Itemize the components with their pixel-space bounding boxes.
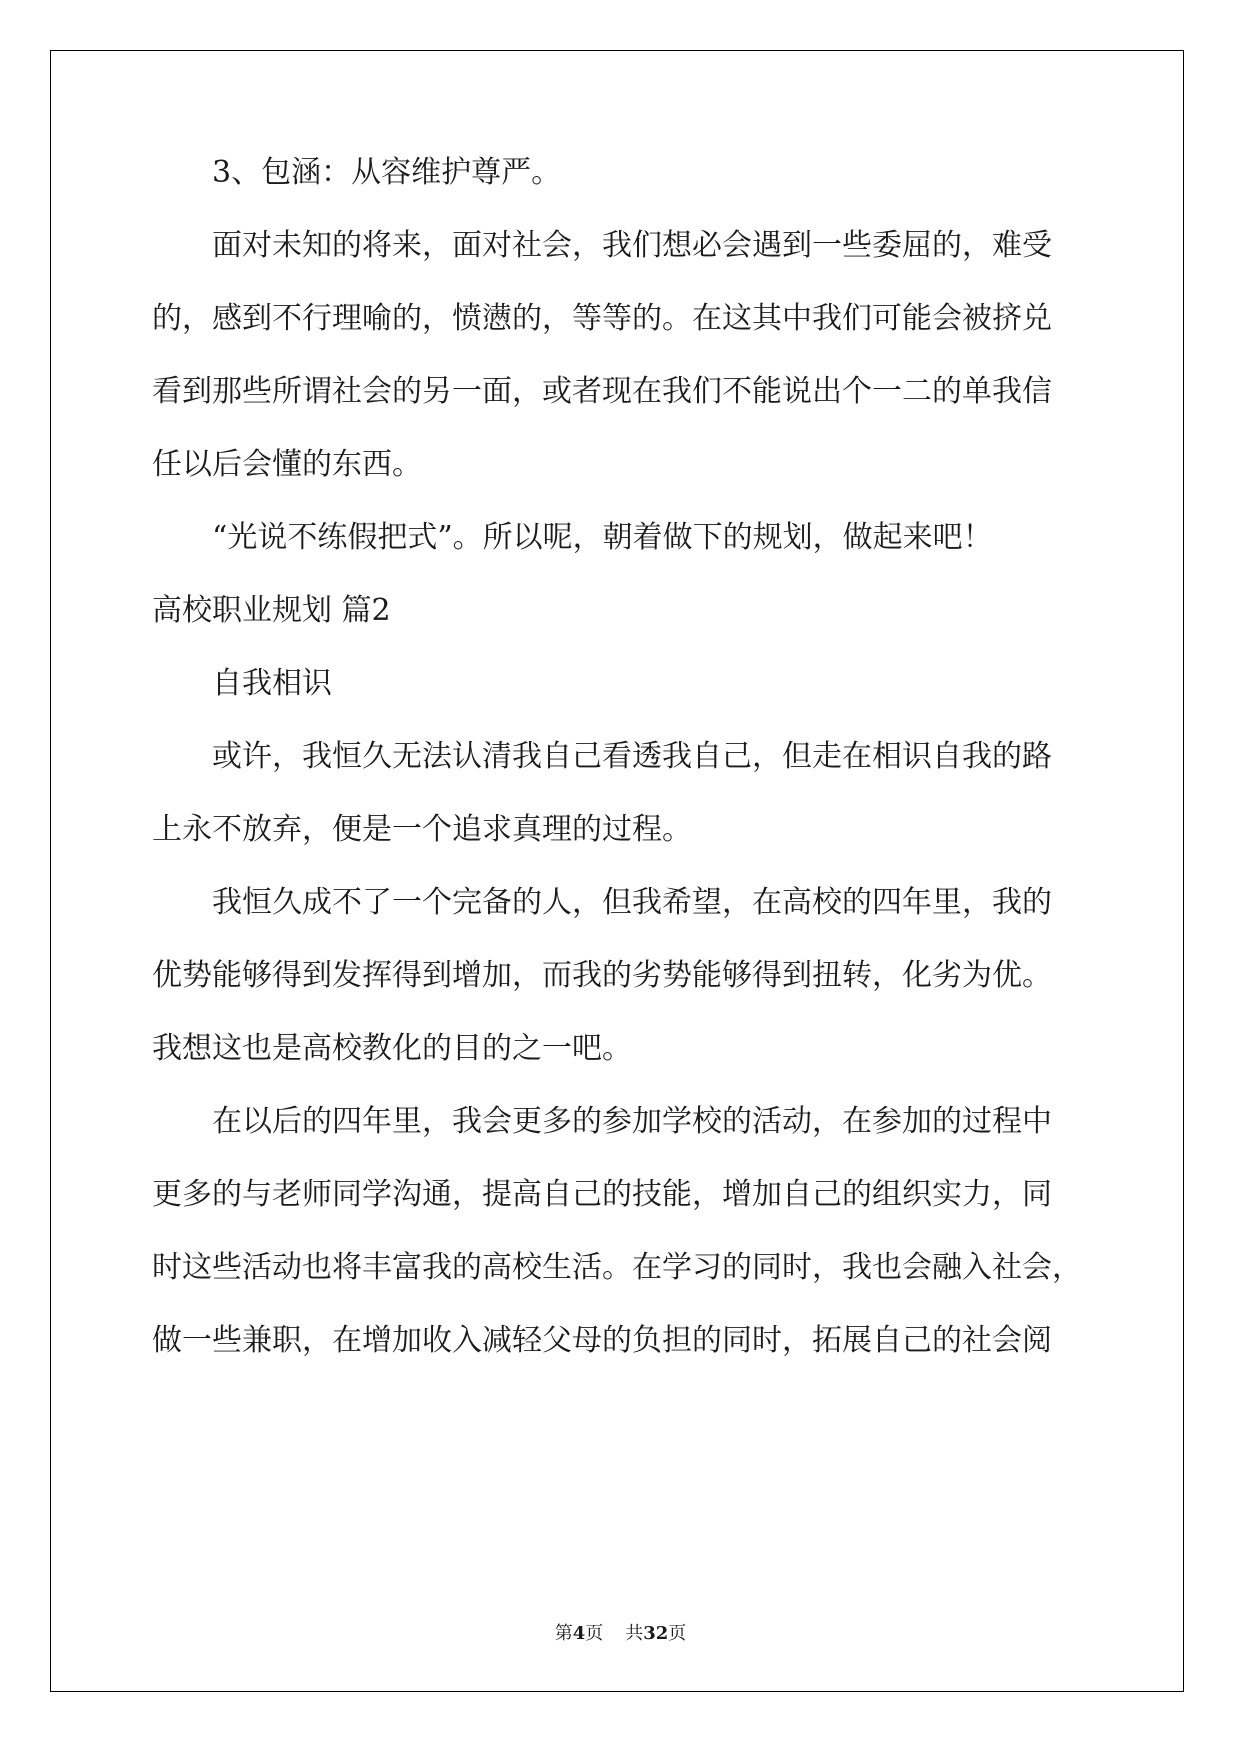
page-suffix: 页 (585, 1623, 604, 1644)
subheading: 自我相识 (212, 666, 332, 701)
page-prefix: 第 (554, 1623, 573, 1644)
text-line: 的，感到不行理喻的，愤懑的，等等的。在这其中我们可能会被挤兑 (152, 301, 1052, 336)
text-line: 看到那些所谓社会的另一面，或者现在我们不能说出个一二的单我信 (152, 374, 1052, 409)
text-line: “光说不练假把式”。所以呢，朝着做下的规划，做起来吧！ (212, 520, 993, 555)
text-line: 面对未知的将来，面对社会，我们想必会遇到一些委屈的，难受 (212, 228, 1052, 263)
text-line: 我恒久成不了一个完备的人，但我希望，在高校的四年里，我的 (212, 885, 1052, 920)
text-line: 上永不放弃，便是一个追求真理的过程。 (152, 812, 692, 847)
text-line: 3、包涵：从容维护尊严。 (212, 155, 562, 190)
page-footer (0, 1622, 1241, 1646)
total-prefix: 共 (625, 1623, 644, 1644)
section-heading: 高校职业规划 篇2 (152, 593, 391, 628)
page-current: 4 (572, 1623, 586, 1644)
text-line: 更多的与老师同学沟通，提高自己的技能，增加自己的组织实力，同 (152, 1177, 1052, 1212)
page-border (50, 50, 1184, 1692)
text-line: 在以后的四年里，我会更多的参加学校的活动，在参加的过程中 (212, 1104, 1052, 1139)
total-suffix: 页 (668, 1623, 687, 1644)
text-line: 或许，我恒久无法认清我自己看透我自己，但走在相识自我的路 (212, 739, 1052, 774)
text-line: 我想这也是高校教化的目的之一吧。 (152, 1031, 632, 1066)
text-line: 时这些活动也将丰富我的高校生活。在学习的同时，我也会融入社会， (152, 1250, 1082, 1285)
page-total: 32 (643, 1623, 669, 1644)
text-line: 任以后会懂的东西。 (152, 447, 422, 482)
text-line: 做一些兼职，在增加收入减轻父母的负担的同时，拓展自己的社会阅 (152, 1323, 1052, 1358)
text-line: 优势能够得到发挥得到增加，而我的劣势能够得到扭转，化劣为优。 (152, 958, 1052, 993)
